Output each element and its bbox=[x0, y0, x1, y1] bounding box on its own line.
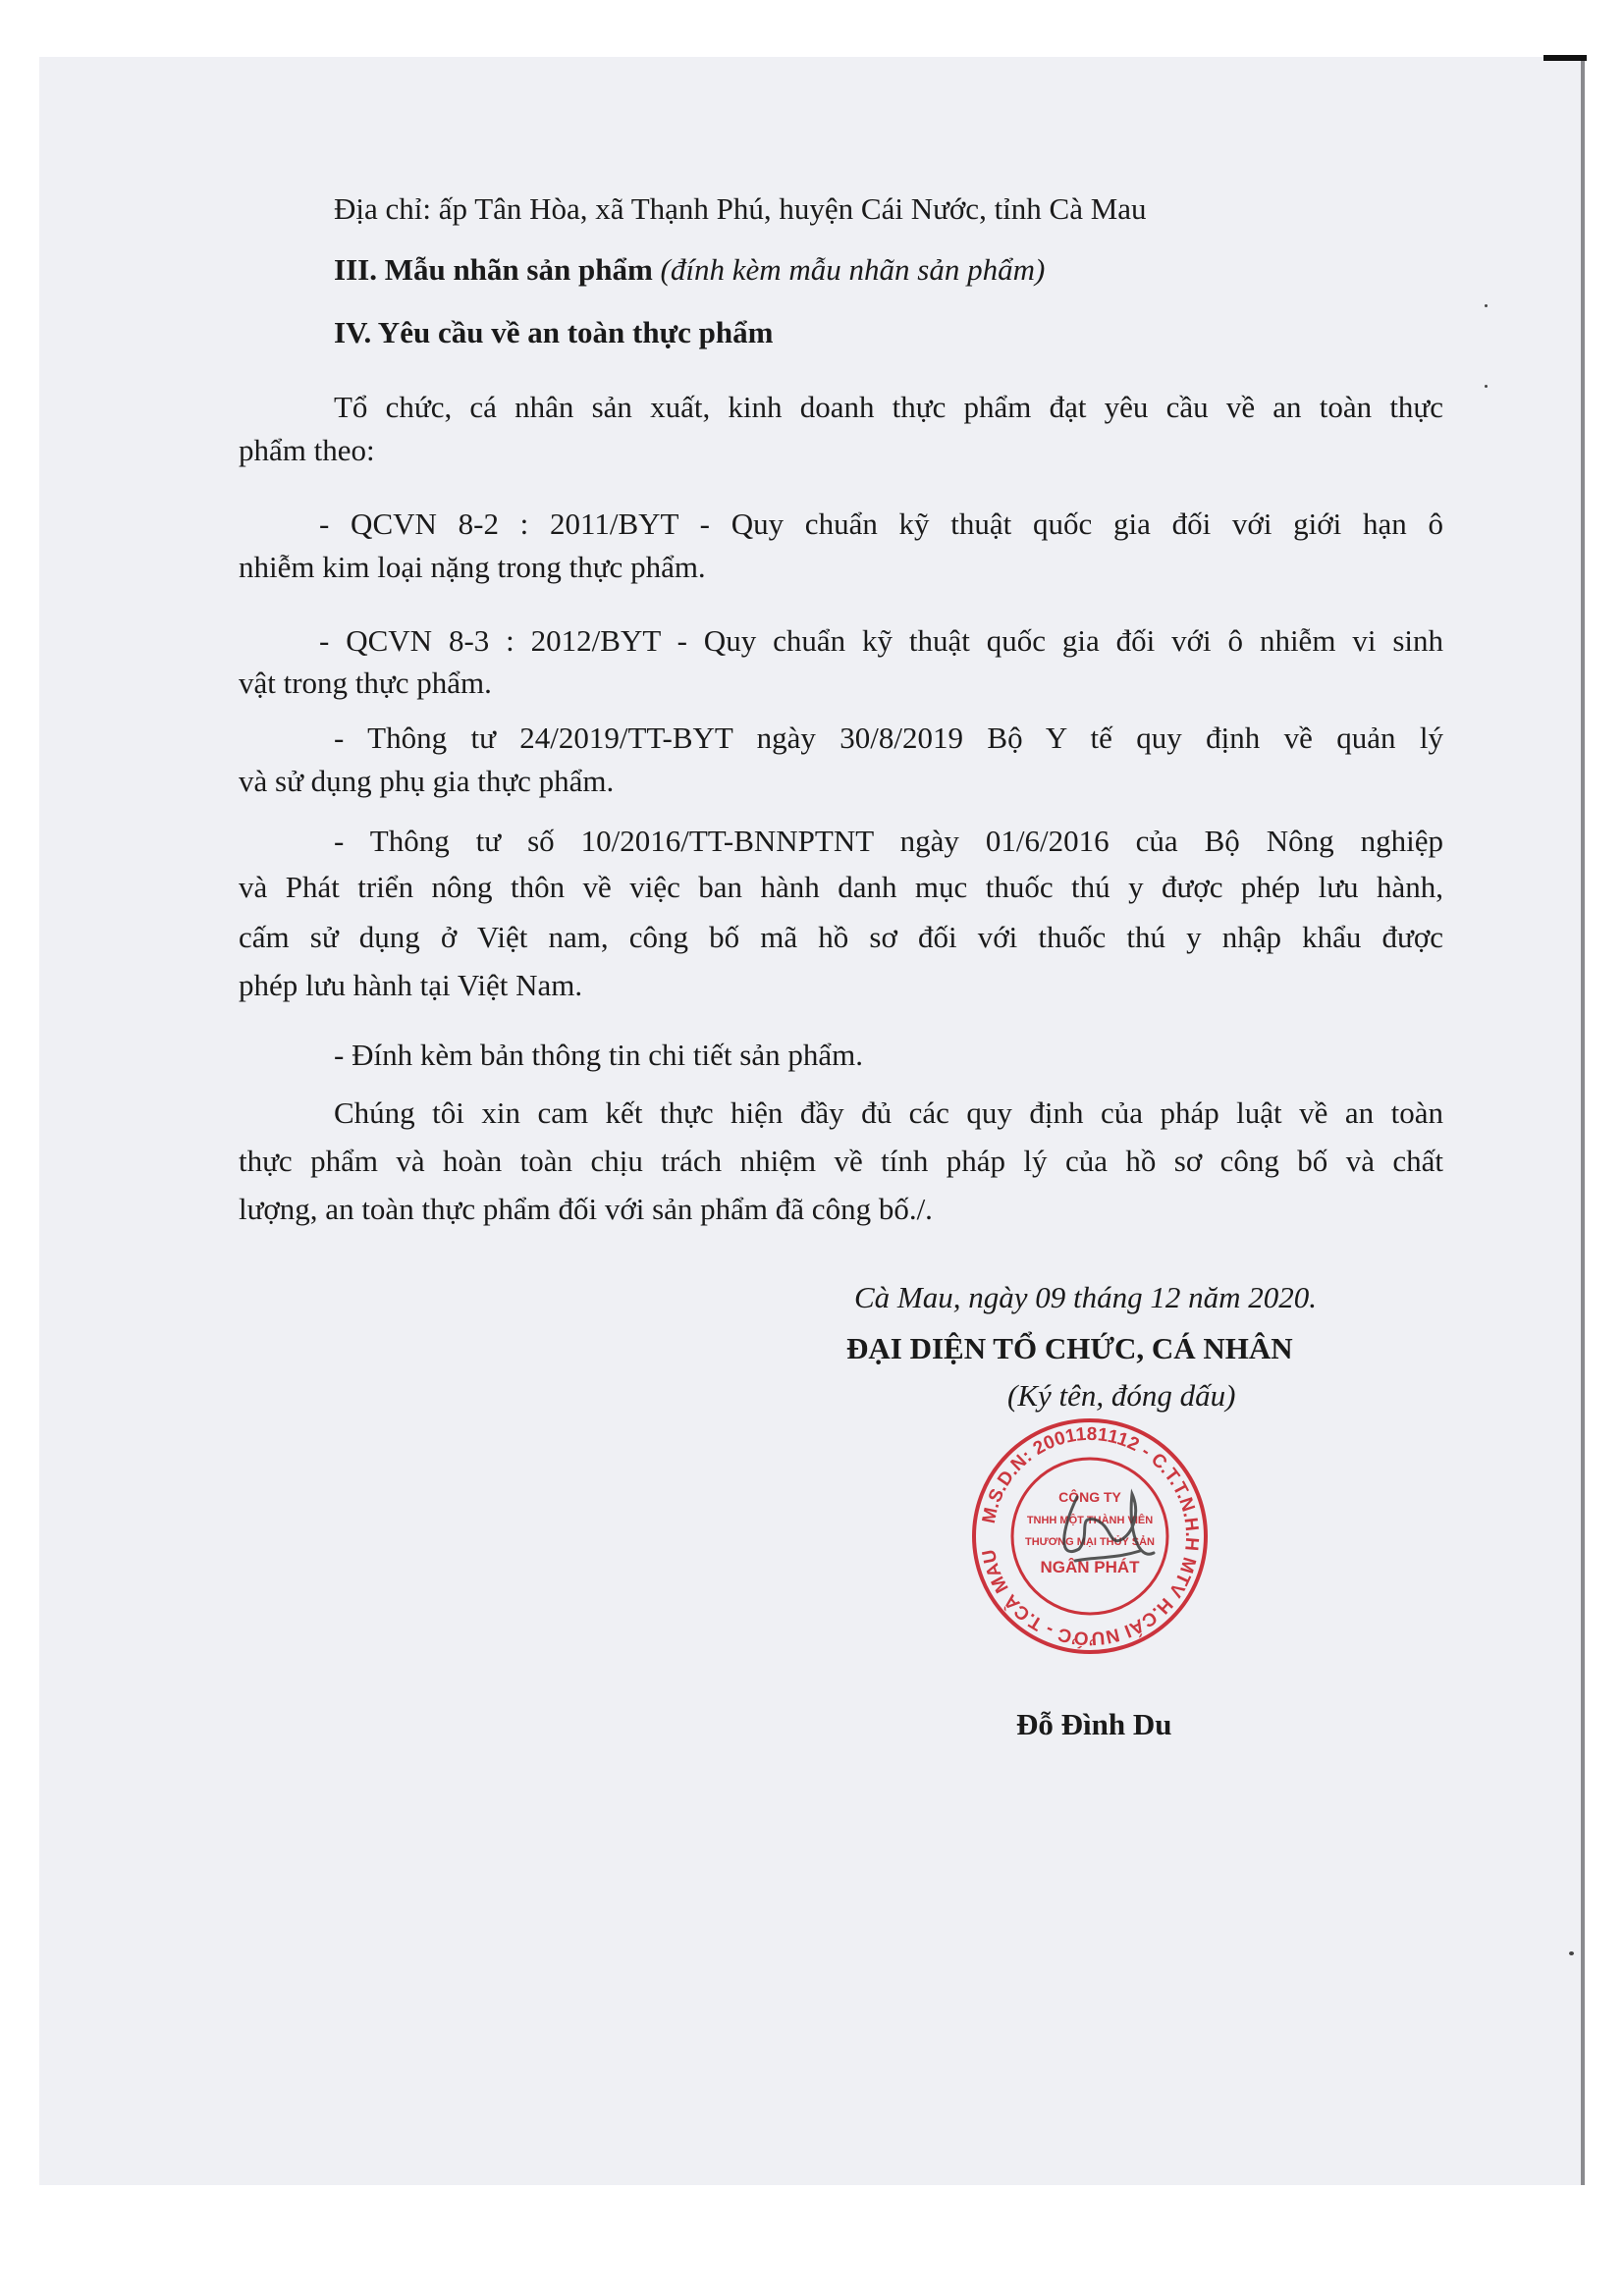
item-1-line-2: nhiễm kim loại nặng trong thực phẩm. bbox=[239, 550, 706, 584]
commitment-line-3: lượng, an toàn thực phẩm đối với sản phẩm đã công bố./. bbox=[239, 1192, 933, 1226]
scan-speck bbox=[1485, 304, 1488, 307]
item-1-line-1: - QCVN 8-2 : 2011/BYT - Quy chuẩn kỹ thuật quốc gia đối với giới hạn ô bbox=[319, 507, 1443, 541]
scan-speck bbox=[1569, 1951, 1574, 1955]
item-3-line-2: và sử dụng phụ gia thực phẩm. bbox=[239, 764, 615, 798]
svg-text:M.S.D.N: 2001181112 - C.T.T.N.: M.S.D.N: 2001181112 - C.T.T.N.H.H MTV H.CÁI NƯỚC - T.CÀ MAU bbox=[978, 1423, 1203, 1649]
item-4-line-2: và Phát triển nông thôn về việc ban hành danh mục thuốc thú y được phép lưu hành, bbox=[239, 870, 1443, 904]
place-date: Cà Mau, ngày 09 tháng 12 năm 2020. bbox=[854, 1280, 1318, 1314]
item-4-line-4: phép lưu hành tại Việt Nam. bbox=[239, 968, 583, 1002]
svg-text:THƯƠNG MẠI THỦY SẢN: THƯƠNG MẠI THỦY SẢN bbox=[1025, 1536, 1155, 1548]
signature-instruction: (Ký tên, đóng dấu) bbox=[1007, 1378, 1236, 1413]
item-2-line-2: vật trong thực phẩm. bbox=[239, 666, 492, 700]
signer-name: Đỗ Đình Du bbox=[1016, 1707, 1172, 1741]
commitment-line-1: Chúng tôi xin cam kết thực hiện đầy đủ các quy định của pháp luật về an toàn bbox=[334, 1095, 1443, 1130]
page-edge bbox=[1581, 57, 1585, 2185]
intro-line-2: phẩm theo: bbox=[239, 433, 375, 467]
section-3-note: (đính kèm mẫu nhãn sản phẩm) bbox=[660, 252, 1046, 287]
svg-text:NGÂN PHÁT: NGÂN PHÁT bbox=[1040, 1558, 1140, 1576]
section-3-heading: III. Mẫu nhãn sản phẩm bbox=[334, 252, 653, 287]
item-3-line-1: - Thông tư 24/2019/TT-BYT ngày 30/8/2019 Bộ Y tế quy định về quản lý bbox=[334, 721, 1443, 755]
item-4-line-1: - Thông tư số 10/2016/TT-BNNPTNT ngày 01/6/2016 của Bộ Nông nghiệp bbox=[334, 824, 1443, 858]
company-seal bbox=[967, 1414, 1213, 1659]
svg-text:TNHH MỘT THÀNH VIÊN: TNHH MỘT THÀNH VIÊN bbox=[1026, 1515, 1154, 1526]
item-5-line-1: - Đính kèm bản thông tin chi tiết sản phẩm. bbox=[334, 1038, 863, 1072]
scan-speck bbox=[1485, 385, 1488, 388]
scan-edge-mark bbox=[1543, 55, 1587, 61]
item-4-line-3: cấm sử dụng ở Việt nam, công bố mã hồ sơ đối với thuốc thú y nhập khẩu được bbox=[239, 920, 1443, 954]
section-3-heading-line bbox=[334, 251, 1045, 289]
commitment-line-2: thực phẩm và hoàn toàn chịu trách nhiệm về tính pháp lý của hồ sơ công bố và chất bbox=[239, 1144, 1443, 1178]
svg-text:CÔNG TY: CÔNG TY bbox=[1058, 1489, 1121, 1505]
signature-title: ĐẠI DIỆN TỔ CHỨC, CÁ NHÂN bbox=[846, 1331, 1293, 1365]
address-line: Địa chỉ: ấp Tân Hòa, xã Thạnh Phú, huyện Cái Nước, tỉnh Cà Mau bbox=[334, 191, 1147, 226]
item-2-line-1: - QCVN 8-3 : 2012/BYT - Quy chuẩn kỹ thuật quốc gia đối với ô nhiễm vi sinh bbox=[319, 623, 1443, 658]
intro-line-1: Tổ chức, cá nhân sản xuất, kinh doanh thực phẩm đạt yêu cầu về an toàn thực bbox=[334, 390, 1443, 424]
section-4-heading: IV. Yêu cầu về an toàn thực phẩm bbox=[334, 315, 774, 349]
